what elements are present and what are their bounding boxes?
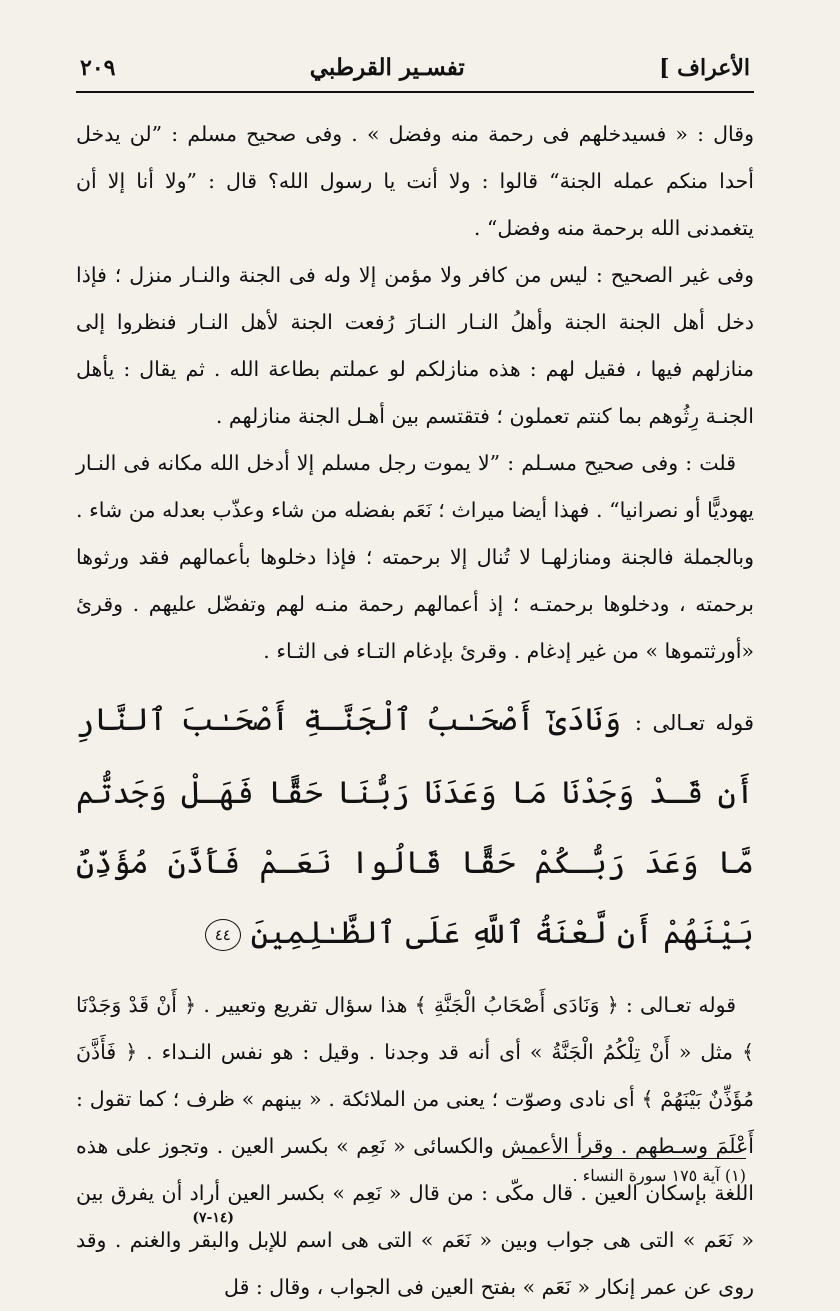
paragraph-3: قلت : وفى صحيح مسـلم : ”لا يموت رجل مسلم إلا أدخل الله مكانه فى النـار يهوديًّا أو نصرانيا“ . فهذا أيضا ميراث ؛ نَعَم بفضله من شاء وعذّب بعدله من شاء . وبالجملة فالجنة ومنازلهـا لا تُنال إلا برحمته ؛ فإذا دخلوها بأعمالهم فقد ورثوها برحمته ، ودخلوها برحمتـه ؛ إذ أعمالهم رحمة منـه لهم وتفضّل عليهم . وقرئ «أورثتموها » من غير إدغام . وقرئ بإدغام التـاء فى الثـاء . — [76, 451, 754, 663]
signature-mark: (١٤-٧) — [192, 1210, 234, 1226]
verse-lead: قوله تعـالى : — [634, 711, 754, 735]
book-title: تفسـير القرطبي — [309, 54, 465, 81]
footnote-rule — [522, 1158, 746, 1159]
paragraph-1: وقال : « فسيدخلهم فى رحمة منه وفضل » . وفى صحيح مسلم : ”لن يدخل أحدا منكم عمله الجنة“ قالوا : ولا أنت يا رسول الله؟ قال : ”ولا أنا إلا أن يتغمدنى الله برحمة منه وفضل“ . — [76, 122, 754, 240]
paragraph-2: وفى غير الصحيح : ليس من كافر ولا مؤمن إلا وله فى الجنة والنـار منزل ؛ فإذا دخل أهل الجنة الجنة وأهلُ النـار النـارَ رُفعت الجنة لأهل النـار فنظروا إلى منازلهم فيها ، فقيل لهم : هذه منازلكم لو عملتم بطاعة الله . ثم يقال : يأهل الجنـة رِثُوهم بما كنتم تعملون ؛ فتقتسم بين أهـل الجنة منازلهم . — [76, 263, 754, 428]
verse-text: وَنَادَىٰٓ أَصْحَـٰبُ ٱلْجَنَّـةِ أَصْحَـٰبَ ٱلنَّارِ أَن قَـدْ وَجَدْنَا مَا وَعَدَنَا رَبُّنَا حَقًّا فَهَـلْ وَجَدتُّم مَّا وَعَدَ رَبُّـكُمْ حَقًّا قَالُوا نَعَـمْ فَأَذَّنَ مُؤَذِّنٌ بَيْنَهُمْ أَن لَّعْنَةُ ٱللَّهِ عَلَى ٱلظَّـٰلِمِينَ — [76, 702, 754, 951]
page-number: ٢٠٩ — [80, 55, 116, 81]
header-rule — [76, 91, 754, 93]
running-header — [76, 48, 754, 87]
verse-number: ٤٤ — [205, 919, 241, 951]
quran-verse — [76, 685, 754, 968]
chapter-name: الأعراف ] — [659, 55, 750, 81]
paragraph-4: قوله تعـالى : ﴿ وَنَادَى أَصْحَابُ الْجَنَّةِ ﴾ هذا سؤال تقريع وتعيير . ﴿ أَنْ قَدْ وَجَدْنَا ﴾ مثل « أَنْ تِلْكُمُ الْجَنَّةُ » أى أنه قد وجدنا . وقيل : هو نفس النـداء . ﴿ فَأَذَّنَ مُؤَذِّنٌ بَيْنَهُمْ ﴾ أى نادى وصوّت ؛ يعنى من الملائكة . « بينهم » ظرف ؛ كما تقول : أَعْلَمَ وسـطهم . وقرأ الأعمش والكسائى « نَعِم » بكسر العين . وتجوز على هذه اللغة بإسكان العين . قال مكّى : من قال « نَعِم » بكسر العين أراد أن يفرق بين « نَعَم » التى هى جواب وبين « نَعَم » التى هى اسم للإبل والبقر والغنم . وقد روى عن عمر إنكار « نَعَم » بفتح العين فى الجواب ، وقال : قل — [76, 993, 754, 1299]
main-text — [76, 111, 754, 1311]
footnote: (١) آية ١٧٥ سورة النساء . — [572, 1166, 746, 1185]
